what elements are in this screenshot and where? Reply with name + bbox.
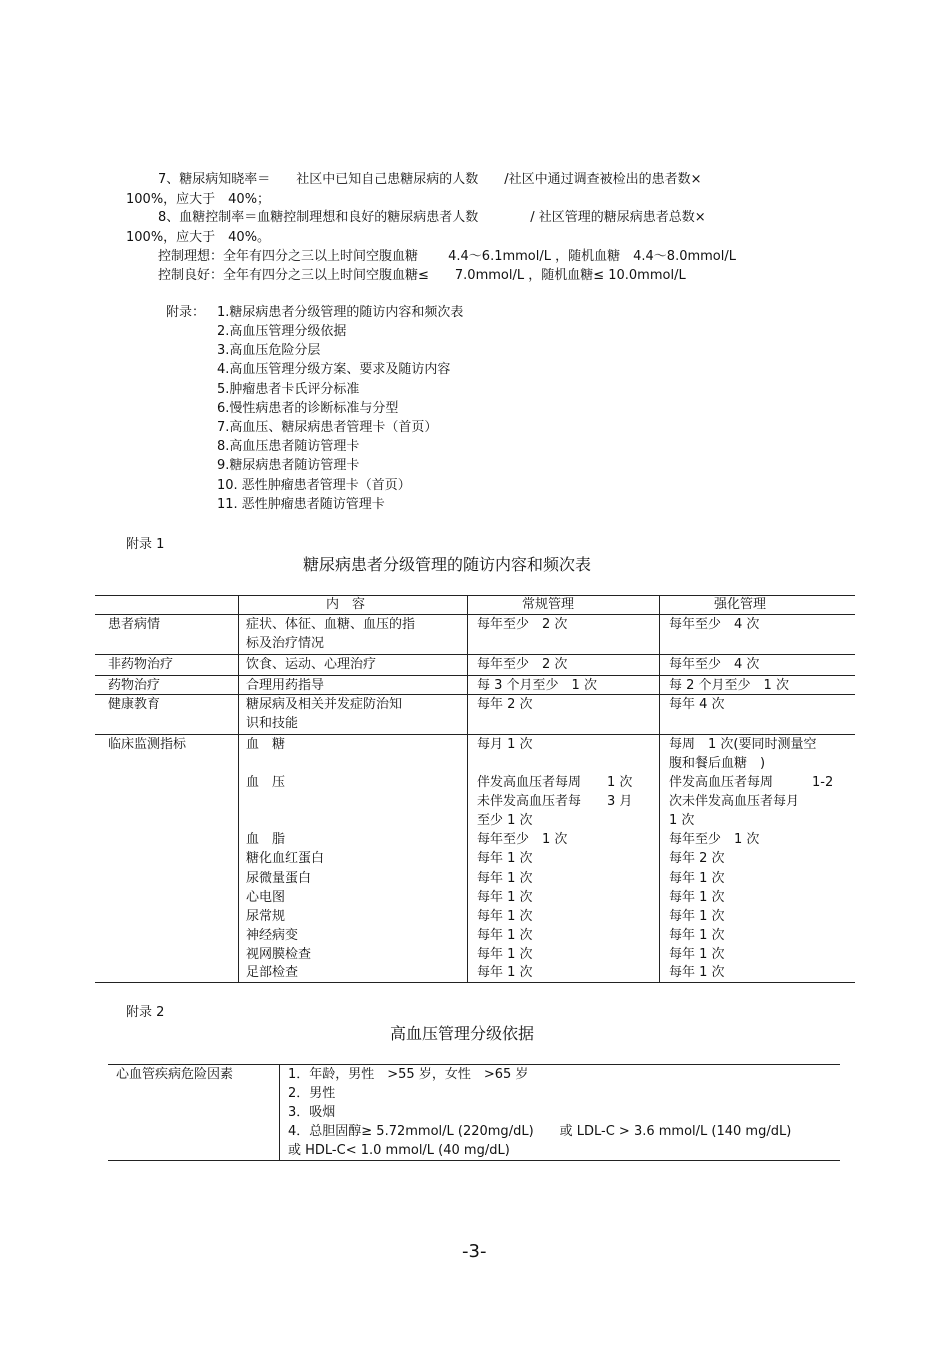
row-category: 药物治疗 [108,678,161,693]
row-content: 合理用药指导 [246,678,325,693]
intro-line-6: 控制良好：全年有四分之三以上时间空腹血糖≤ 7.0mmol/L ，随机血糖≤ 10.0mmol/L [158,268,686,283]
intro-line-4: 100%，应大于 40%。 [126,230,271,245]
intro-line-1: 7、糖尿病知晓率＝ 社区中已知自己患糖尿病的人数 /社区中通过调查被检出的患者数× [158,172,702,187]
intro-line-5: 控制理想：全年有四分之三以上时间空腹血糖 4.4～6.1mmol/L ，随机血糖 4.4～8.0mmol/L [158,249,736,264]
monitor-item-name: 血 压 [246,775,286,790]
row-intense: 每年至少 4 次 [669,617,760,632]
risk-factor-line: 1．年龄，男性 >55 岁，女性 >65 岁 [288,1067,529,1082]
monitor-item-intense: 每年 1 次 [669,947,725,962]
monitor-item-normal: 伴发高血压者每周 1 次 [477,775,633,790]
page-number: -3- [462,1241,487,1262]
row-content: 症状、体征、血糖、血压的指 [246,617,416,632]
monitor-item-name: 尿微量蛋白 [246,871,312,886]
row-category: 非药物治疗 [108,657,174,672]
row-category: 患者病情 [108,617,161,632]
monitor-item-name: 神经病变 [246,928,299,943]
monitor-item-intense: 每年 1 次 [669,909,725,924]
monitor-item-normal: 每年 1 次 [477,947,533,962]
risk-factor-line: 4．总胆固醇≥ 5.72mmol/L (220mg/dL) 或 LDL-C > 3.6 mmol/L (140 mg/dL) [288,1124,792,1139]
monitor-item-intense: 每年 1 次 [669,871,725,886]
monitor-item-intense: 每年至少 1 次 [669,832,760,847]
risk-factor-label: 心血管疾病危险因素 [116,1067,234,1082]
risk-factor-line: 3．吸烟 [288,1105,336,1120]
monitor-item-normal: 每年至少 1 次 [477,832,568,847]
monitor-item-name: 血 糖 [246,737,286,752]
row-intense: 每 2 个月至少 1 次 [669,678,789,693]
monitor-item-name: 心电图 [246,890,286,905]
appendix2-title: 高血压管理分级依据 [390,1024,535,1043]
monitor-item-intense: 伴发高血压者每周 1-2 [669,775,834,790]
appendix2-label: 附录 2 [126,1005,165,1020]
row-normal: 每年至少 2 次 [477,657,568,672]
appendix-list-item: 3.高血压危险分层 [217,343,321,358]
appendix-list-item: 11. 恶性肿瘤患者随访管理卡 [217,497,385,512]
appendix-list-item: 10. 恶性肿瘤患者管理卡（首页） [217,478,411,493]
appendix-list-label: 附录： [166,305,206,320]
appendix-list-item: 9.糖尿病患者随访管理卡 [217,458,360,473]
monitor-item-normal: 每年 1 次 [477,871,533,886]
monitor-item-normal: 每年 1 次 [477,890,533,905]
table-header-content: 内 容 [326,597,366,612]
row-normal: 每年 2 次 [477,697,533,712]
intro-line-2: 100%，应大于 40%； [126,192,271,207]
monitor-item-name: 尿常规 [246,909,286,924]
appendix-list-item: 8.高血压患者随访管理卡 [217,439,360,454]
appendix-list-item: 6.慢性病患者的诊断标准与分型 [217,401,399,416]
appendix1-label: 附录 1 [126,537,165,552]
row-normal: 每 3 个月至少 1 次 [477,678,597,693]
row-content: 标及治疗情况 [246,636,325,651]
row-intense: 每年至少 4 次 [669,657,760,672]
risk-factor-line: 2．男性 [288,1086,336,1101]
monitor-item-normal: 每年 1 次 [477,928,533,943]
monitor-item-normal: 每月 1 次 [477,737,533,752]
risk-factor-line: 或 HDL-C< 1.0 mmol/L (40 mg/dL) [288,1143,510,1158]
monitor-item-intense: 每周 1 次(要同时测量空 [669,737,817,752]
monitor-item-intense: 1 次 [669,813,695,828]
row-content: 糖尿病及相关并发症防治知 [246,697,403,712]
monitor-item-normal: 每年 1 次 [477,965,533,980]
monitor-item-normal: 至少 1 次 [477,813,533,828]
monitor-item-normal: 每年 1 次 [477,909,533,924]
monitor-item-intense: 每年 1 次 [669,965,725,980]
table-header-intense: 强化管理 [714,597,767,612]
monitor-item-name: 血 脂 [246,832,286,847]
monitor-item-intense: 每年 1 次 [669,928,725,943]
table-header-normal: 常规管理 [522,597,575,612]
monitor-item-name: 足部检查 [246,965,299,980]
row-category: 临床监测指标 [108,737,187,752]
appendix-list-item: 2.高血压管理分级依据 [217,324,347,339]
monitor-item-name: 糖化血红蛋白 [246,851,325,866]
monitor-item-intense: 次未伴发高血压者每月 [669,794,800,809]
appendix-list-item: 7.高血压、糖尿病患者管理卡（首页） [217,420,438,435]
monitor-item-normal: 每年 1 次 [477,851,533,866]
monitor-item-normal: 未伴发高血压者每 3 月 [477,794,633,809]
row-category: 健康教育 [108,697,161,712]
row-intense: 每年 4 次 [669,697,725,712]
monitor-item-intense: 每年 2 次 [669,851,725,866]
appendix-list-item: 5.肿瘤患者卡氏评分标准 [217,382,360,397]
intro-line-3: 8、血糖控制率＝血糖控制理想和良好的糖尿病患者人数 / 社区管理的糖尿病患者总数× [158,210,706,225]
row-normal: 每年至少 2 次 [477,617,568,632]
appendix1-title: 糖尿病患者分级管理的随访内容和频次表 [303,555,592,574]
row-content: 识和技能 [246,716,299,731]
row-content: 饮食、运动、心理治疗 [246,657,377,672]
appendix-list-item: 1.糖尿病患者分级管理的随访内容和频次表 [217,305,464,320]
monitor-item-intense: 每年 1 次 [669,890,725,905]
appendix-list-item: 4.高血压管理分级方案、要求及随访内容 [217,362,451,377]
monitor-item-intense: 腹和餐后血糖 ) [669,756,766,771]
monitor-item-name: 视网膜检查 [246,947,312,962]
